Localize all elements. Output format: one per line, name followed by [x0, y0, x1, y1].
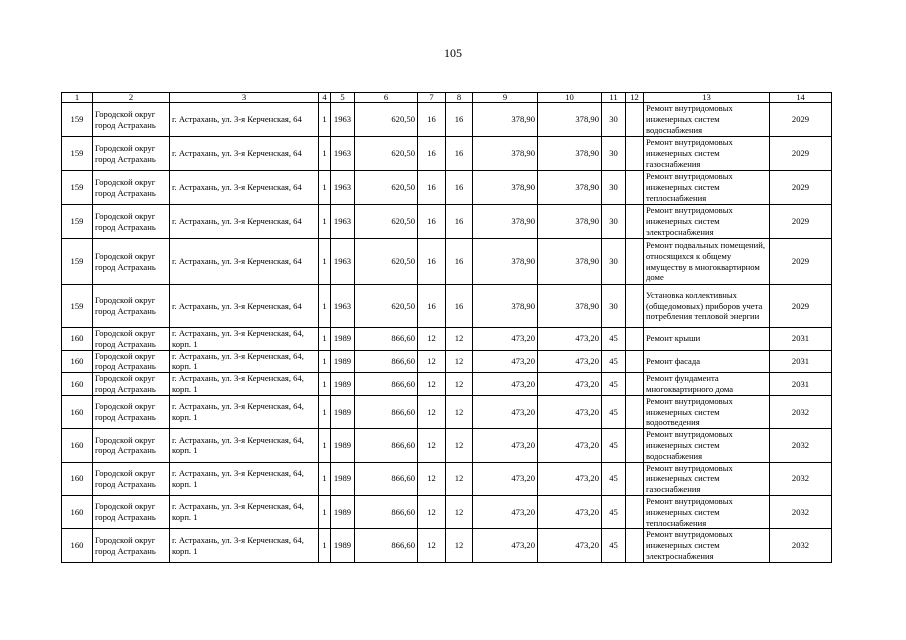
cell-col-12 [626, 529, 644, 562]
cell-planned-year: 2029 [770, 239, 832, 285]
cell-house-number: 160 [62, 350, 93, 373]
cell-col-9: 378,90 [473, 285, 538, 328]
cell-address: г. Астрахань, ул. 3-я Керченская, 64 [170, 103, 319, 137]
cell-house-number: 160 [62, 495, 93, 528]
cell-col-12 [626, 205, 644, 239]
cell-year: 1989 [331, 395, 355, 428]
column-number: 6 [355, 93, 418, 103]
cell-col-12 [626, 171, 644, 205]
cell-address: г. Астрахань, ул. 3-я Керченская, 64, корп. 1 [170, 529, 319, 562]
cell-planned-year: 2031 [770, 350, 832, 373]
cell-municipality: Городской округ город Астрахань [93, 350, 170, 373]
cell-house-number: 159 [62, 285, 93, 328]
table-row [62, 205, 832, 239]
cell-work-type: Ремонт внутридомовых инженерных систем электроснабжения [644, 205, 770, 239]
cell-col-4: 1 [319, 171, 331, 205]
cell-col-7: 12 [418, 495, 446, 528]
cell-col-8: 12 [446, 529, 473, 562]
cell-col-4: 1 [319, 529, 331, 562]
cell-area: 866,60 [355, 328, 418, 351]
cell-municipality: Городской округ город Астрахань [93, 285, 170, 328]
cell-col-11: 30 [602, 137, 626, 171]
table-row [62, 285, 832, 328]
cell-col-10: 473,20 [538, 395, 602, 428]
page-number: 105 [444, 46, 462, 60]
cell-year: 1963 [331, 285, 355, 328]
cell-municipality: Городской округ город Астрахань [93, 395, 170, 428]
cell-area: 866,60 [355, 462, 418, 495]
column-number: 13 [644, 93, 770, 103]
table-body [62, 103, 832, 563]
cell-col-4: 1 [319, 495, 331, 528]
cell-year: 1963 [331, 205, 355, 239]
cell-col-12 [626, 495, 644, 528]
cell-address: г. Астрахань, ул. 3-я Керченская, 64, корп. 1 [170, 373, 319, 396]
cell-col-10: 378,90 [538, 239, 602, 285]
cell-col-7: 16 [418, 239, 446, 285]
cell-col-8: 16 [446, 285, 473, 328]
cell-col-10: 473,20 [538, 373, 602, 396]
column-number: 1 [62, 93, 93, 103]
header-row [62, 93, 832, 103]
cell-year: 1989 [331, 495, 355, 528]
cell-col-4: 1 [319, 395, 331, 428]
cell-col-10: 473,20 [538, 462, 602, 495]
cell-year: 1963 [331, 239, 355, 285]
cell-work-type: Ремонт внутридомовых инженерных систем теплоснабжения [644, 171, 770, 205]
column-number: 5 [331, 93, 355, 103]
cell-col-7: 12 [418, 462, 446, 495]
column-number: 14 [770, 93, 832, 103]
cell-col-12 [626, 373, 644, 396]
cell-col-8: 12 [446, 495, 473, 528]
cell-col-10: 378,90 [538, 137, 602, 171]
cell-col-7: 12 [418, 429, 446, 462]
cell-planned-year: 2032 [770, 395, 832, 428]
cell-work-type: Ремонт подвальных помещений, относящихся к общему имуществу в многоквартирном доме [644, 239, 770, 285]
cell-area: 620,50 [355, 137, 418, 171]
cell-work-type: Ремонт внутридомовых инженерных систем теплоснабжения [644, 495, 770, 528]
cell-col-9: 378,90 [473, 137, 538, 171]
cell-address: г. Астрахань, ул. 3-я Керченская, 64, корп. 1 [170, 429, 319, 462]
cell-col-12 [626, 103, 644, 137]
table-row [62, 462, 832, 495]
table-row [62, 137, 832, 171]
cell-col-9: 473,20 [473, 495, 538, 528]
cell-municipality: Городской округ город Астрахань [93, 103, 170, 137]
cell-address: г. Астрахань, ул. 3-я Керченская, 64 [170, 137, 319, 171]
cell-col-10: 473,20 [538, 350, 602, 373]
cell-area: 866,60 [355, 529, 418, 562]
cell-col-4: 1 [319, 328, 331, 351]
table-row [62, 495, 832, 528]
table-row [62, 103, 832, 137]
cell-municipality: Городской округ город Астрахань [93, 495, 170, 528]
cell-work-type: Ремонт фасада [644, 350, 770, 373]
cell-house-number: 159 [62, 171, 93, 205]
cell-col-8: 12 [446, 350, 473, 373]
column-number: 4 [319, 93, 331, 103]
cell-area: 866,60 [355, 429, 418, 462]
cell-area: 620,50 [355, 239, 418, 285]
column-number: 11 [602, 93, 626, 103]
cell-col-11: 45 [602, 350, 626, 373]
cell-col-9: 473,20 [473, 395, 538, 428]
cell-col-9: 473,20 [473, 373, 538, 396]
cell-year: 1989 [331, 462, 355, 495]
cell-col-7: 12 [418, 395, 446, 428]
cell-address: г. Астрахань, ул. 3-я Керченская, 64, корп. 1 [170, 395, 319, 428]
cell-col-4: 1 [319, 103, 331, 137]
cell-col-8: 16 [446, 205, 473, 239]
cell-col-11: 45 [602, 462, 626, 495]
cell-col-11: 45 [602, 328, 626, 351]
cell-house-number: 160 [62, 529, 93, 562]
cell-planned-year: 2029 [770, 171, 832, 205]
table-row [62, 171, 832, 205]
cell-planned-year: 2032 [770, 529, 832, 562]
cell-col-12 [626, 462, 644, 495]
cell-year: 1989 [331, 328, 355, 351]
cell-municipality: Городской округ город Астрахань [93, 328, 170, 351]
cell-col-11: 45 [602, 495, 626, 528]
cell-col-9: 473,20 [473, 529, 538, 562]
cell-col-9: 473,20 [473, 328, 538, 351]
cell-col-7: 12 [418, 350, 446, 373]
cell-house-number: 159 [62, 239, 93, 285]
cell-planned-year: 2031 [770, 373, 832, 396]
cell-year: 1989 [331, 373, 355, 396]
cell-planned-year: 2032 [770, 462, 832, 495]
cell-col-10: 473,20 [538, 529, 602, 562]
column-number: 9 [473, 93, 538, 103]
cell-municipality: Городской округ город Астрахань [93, 205, 170, 239]
cell-house-number: 160 [62, 462, 93, 495]
cell-work-type: Ремонт внутридомовых инженерных систем водоснабжения [644, 103, 770, 137]
cell-house-number: 159 [62, 103, 93, 137]
cell-work-type: Ремонт крыши [644, 328, 770, 351]
cell-municipality: Городской округ город Астрахань [93, 529, 170, 562]
table-row [62, 395, 832, 428]
cell-planned-year: 2029 [770, 103, 832, 137]
cell-house-number: 160 [62, 373, 93, 396]
cell-col-10: 378,90 [538, 205, 602, 239]
cell-year: 1963 [331, 137, 355, 171]
cell-col-11: 30 [602, 171, 626, 205]
cell-area: 620,50 [355, 205, 418, 239]
cell-municipality: Городской округ город Астрахань [93, 239, 170, 285]
cell-municipality: Городской округ город Астрахань [93, 429, 170, 462]
cell-col-9: 473,20 [473, 350, 538, 373]
cell-house-number: 159 [62, 137, 93, 171]
repair-program-table [61, 92, 832, 563]
column-number: 2 [93, 93, 170, 103]
cell-col-7: 12 [418, 373, 446, 396]
cell-col-4: 1 [319, 205, 331, 239]
cell-work-type: Ремонт внутридомовых инженерных систем электроснабжения [644, 529, 770, 562]
cell-planned-year: 2032 [770, 429, 832, 462]
cell-col-10: 378,90 [538, 103, 602, 137]
cell-work-type: Установка коллективных (общедомовых) приборов учета потребления тепловой энергии [644, 285, 770, 328]
column-number: 3 [170, 93, 319, 103]
cell-col-7: 16 [418, 171, 446, 205]
column-number: 12 [626, 93, 644, 103]
cell-work-type: Ремонт внутридомовых инженерных систем газоснабжения [644, 462, 770, 495]
cell-col-8: 16 [446, 137, 473, 171]
cell-area: 620,50 [355, 103, 418, 137]
cell-municipality: Городской округ город Астрахань [93, 171, 170, 205]
cell-year: 1963 [331, 171, 355, 205]
cell-area: 866,60 [355, 373, 418, 396]
cell-col-7: 12 [418, 529, 446, 562]
cell-area: 620,50 [355, 171, 418, 205]
cell-col-11: 45 [602, 529, 626, 562]
cell-col-7: 16 [418, 103, 446, 137]
cell-address: г. Астрахань, ул. 3-я Керченская, 64 [170, 205, 319, 239]
cell-col-4: 1 [319, 462, 331, 495]
cell-col-11: 30 [602, 239, 626, 285]
cell-address: г. Астрахань, ул. 3-я Керченская, 64 [170, 239, 319, 285]
cell-col-9: 378,90 [473, 205, 538, 239]
cell-col-12 [626, 137, 644, 171]
cell-planned-year: 2031 [770, 328, 832, 351]
cell-house-number: 160 [62, 429, 93, 462]
table-row [62, 328, 832, 351]
cell-col-8: 12 [446, 462, 473, 495]
cell-municipality: Городской округ город Астрахань [93, 137, 170, 171]
column-number: 10 [538, 93, 602, 103]
cell-col-11: 30 [602, 205, 626, 239]
cell-work-type: Ремонт внутридомовых инженерных систем газоснабжения [644, 137, 770, 171]
cell-col-9: 473,20 [473, 462, 538, 495]
cell-area: 866,60 [355, 495, 418, 528]
cell-address: г. Астрахань, ул. 3-я Керченская, 64, корп. 1 [170, 462, 319, 495]
cell-house-number: 160 [62, 328, 93, 351]
cell-year: 1963 [331, 103, 355, 137]
cell-col-9: 378,90 [473, 103, 538, 137]
cell-col-11: 45 [602, 373, 626, 396]
cell-col-10: 473,20 [538, 328, 602, 351]
cell-year: 1989 [331, 429, 355, 462]
cell-col-12 [626, 350, 644, 373]
cell-col-8: 12 [446, 328, 473, 351]
column-number: 8 [446, 93, 473, 103]
cell-col-8: 12 [446, 373, 473, 396]
cell-col-9: 378,90 [473, 171, 538, 205]
cell-col-12 [626, 328, 644, 351]
cell-col-4: 1 [319, 137, 331, 171]
cell-col-7: 16 [418, 205, 446, 239]
cell-col-7: 16 [418, 137, 446, 171]
cell-col-7: 12 [418, 328, 446, 351]
cell-work-type: Ремонт фундамента многоквартирного дома [644, 373, 770, 396]
cell-col-10: 473,20 [538, 429, 602, 462]
cell-area: 866,60 [355, 395, 418, 428]
cell-col-8: 16 [446, 239, 473, 285]
cell-house-number: 160 [62, 395, 93, 428]
cell-col-11: 45 [602, 395, 626, 428]
cell-year: 1989 [331, 350, 355, 373]
table-row [62, 373, 832, 396]
cell-col-7: 16 [418, 285, 446, 328]
cell-area: 866,60 [355, 350, 418, 373]
cell-col-4: 1 [319, 239, 331, 285]
cell-col-4: 1 [319, 429, 331, 462]
cell-planned-year: 2029 [770, 285, 832, 328]
cell-col-10: 378,90 [538, 285, 602, 328]
cell-year: 1989 [331, 529, 355, 562]
cell-work-type: Ремонт внутридомовых инженерных систем водоснабжения [644, 429, 770, 462]
column-number: 7 [418, 93, 446, 103]
cell-col-10: 473,20 [538, 495, 602, 528]
cell-col-10: 378,90 [538, 171, 602, 205]
cell-planned-year: 2029 [770, 137, 832, 171]
cell-house-number: 159 [62, 205, 93, 239]
cell-work-type: Ремонт внутридомовых инженерных систем водоотведения [644, 395, 770, 428]
cell-address: г. Астрахань, ул. 3-я Керченская, 64 [170, 285, 319, 328]
cell-col-12 [626, 395, 644, 428]
cell-col-9: 473,20 [473, 429, 538, 462]
cell-col-11: 30 [602, 285, 626, 328]
cell-planned-year: 2032 [770, 495, 832, 528]
cell-col-8: 12 [446, 429, 473, 462]
cell-col-12 [626, 239, 644, 285]
cell-address: г. Астрахань, ул. 3-я Керченская, 64, корп. 1 [170, 328, 319, 351]
cell-address: г. Астрахань, ул. 3-я Керченская, 64, корп. 1 [170, 495, 319, 528]
table-row [62, 529, 832, 562]
cell-col-8: 12 [446, 395, 473, 428]
cell-col-4: 1 [319, 373, 331, 396]
cell-planned-year: 2029 [770, 205, 832, 239]
cell-col-4: 1 [319, 285, 331, 328]
cell-col-11: 30 [602, 103, 626, 137]
cell-col-8: 16 [446, 103, 473, 137]
cell-col-9: 378,90 [473, 239, 538, 285]
cell-municipality: Городской округ город Астрахань [93, 462, 170, 495]
cell-address: г. Астрахань, ул. 3-я Керченская, 64, корп. 1 [170, 350, 319, 373]
cell-municipality: Городской округ город Астрахань [93, 373, 170, 396]
cell-col-11: 45 [602, 429, 626, 462]
cell-col-8: 16 [446, 171, 473, 205]
cell-col-4: 1 [319, 350, 331, 373]
cell-area: 620,50 [355, 285, 418, 328]
table-row [62, 429, 832, 462]
cell-address: г. Астрахань, ул. 3-я Керченская, 64 [170, 171, 319, 205]
cell-col-12 [626, 285, 644, 328]
table-row [62, 350, 832, 373]
cell-col-12 [626, 429, 644, 462]
table-row [62, 239, 832, 285]
